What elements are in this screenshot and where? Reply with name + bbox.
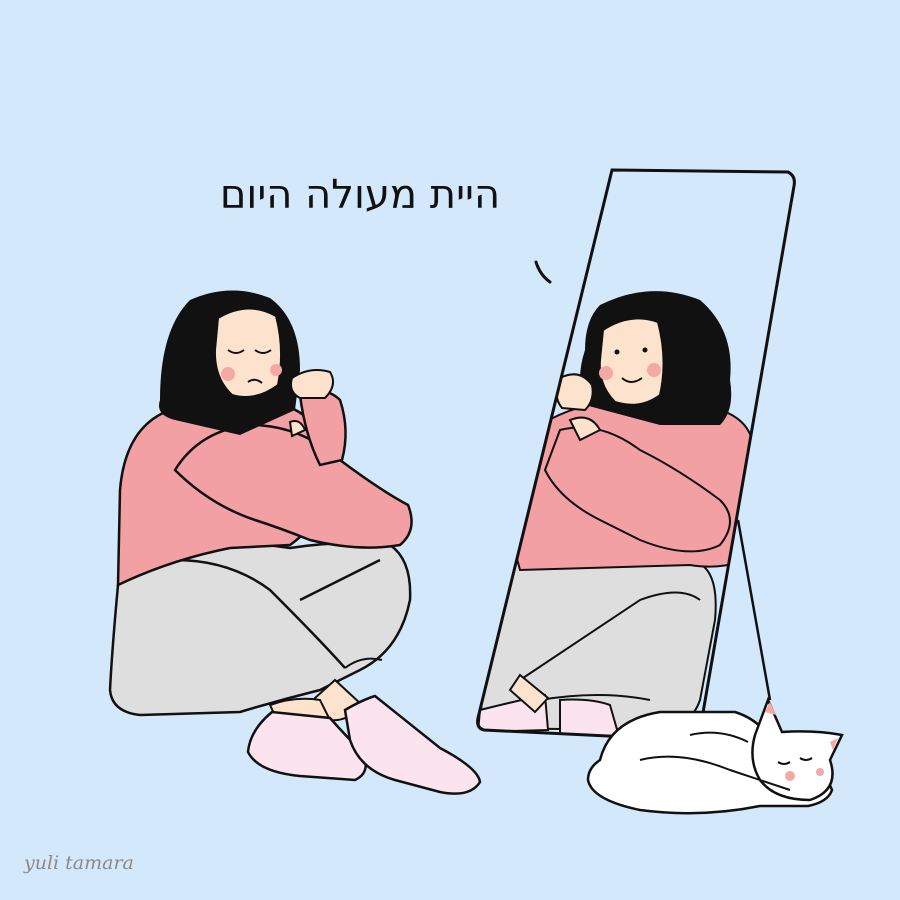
woman-face [215, 308, 281, 397]
speech-tail [536, 262, 550, 282]
woman-sock-right [345, 696, 480, 794]
mirror-stand [738, 520, 770, 700]
artist-signature: yuli tamara [24, 852, 134, 874]
speech-text: היית מעולה היום [219, 172, 501, 218]
woman-figure [110, 290, 480, 793]
reflection-face [600, 318, 664, 404]
